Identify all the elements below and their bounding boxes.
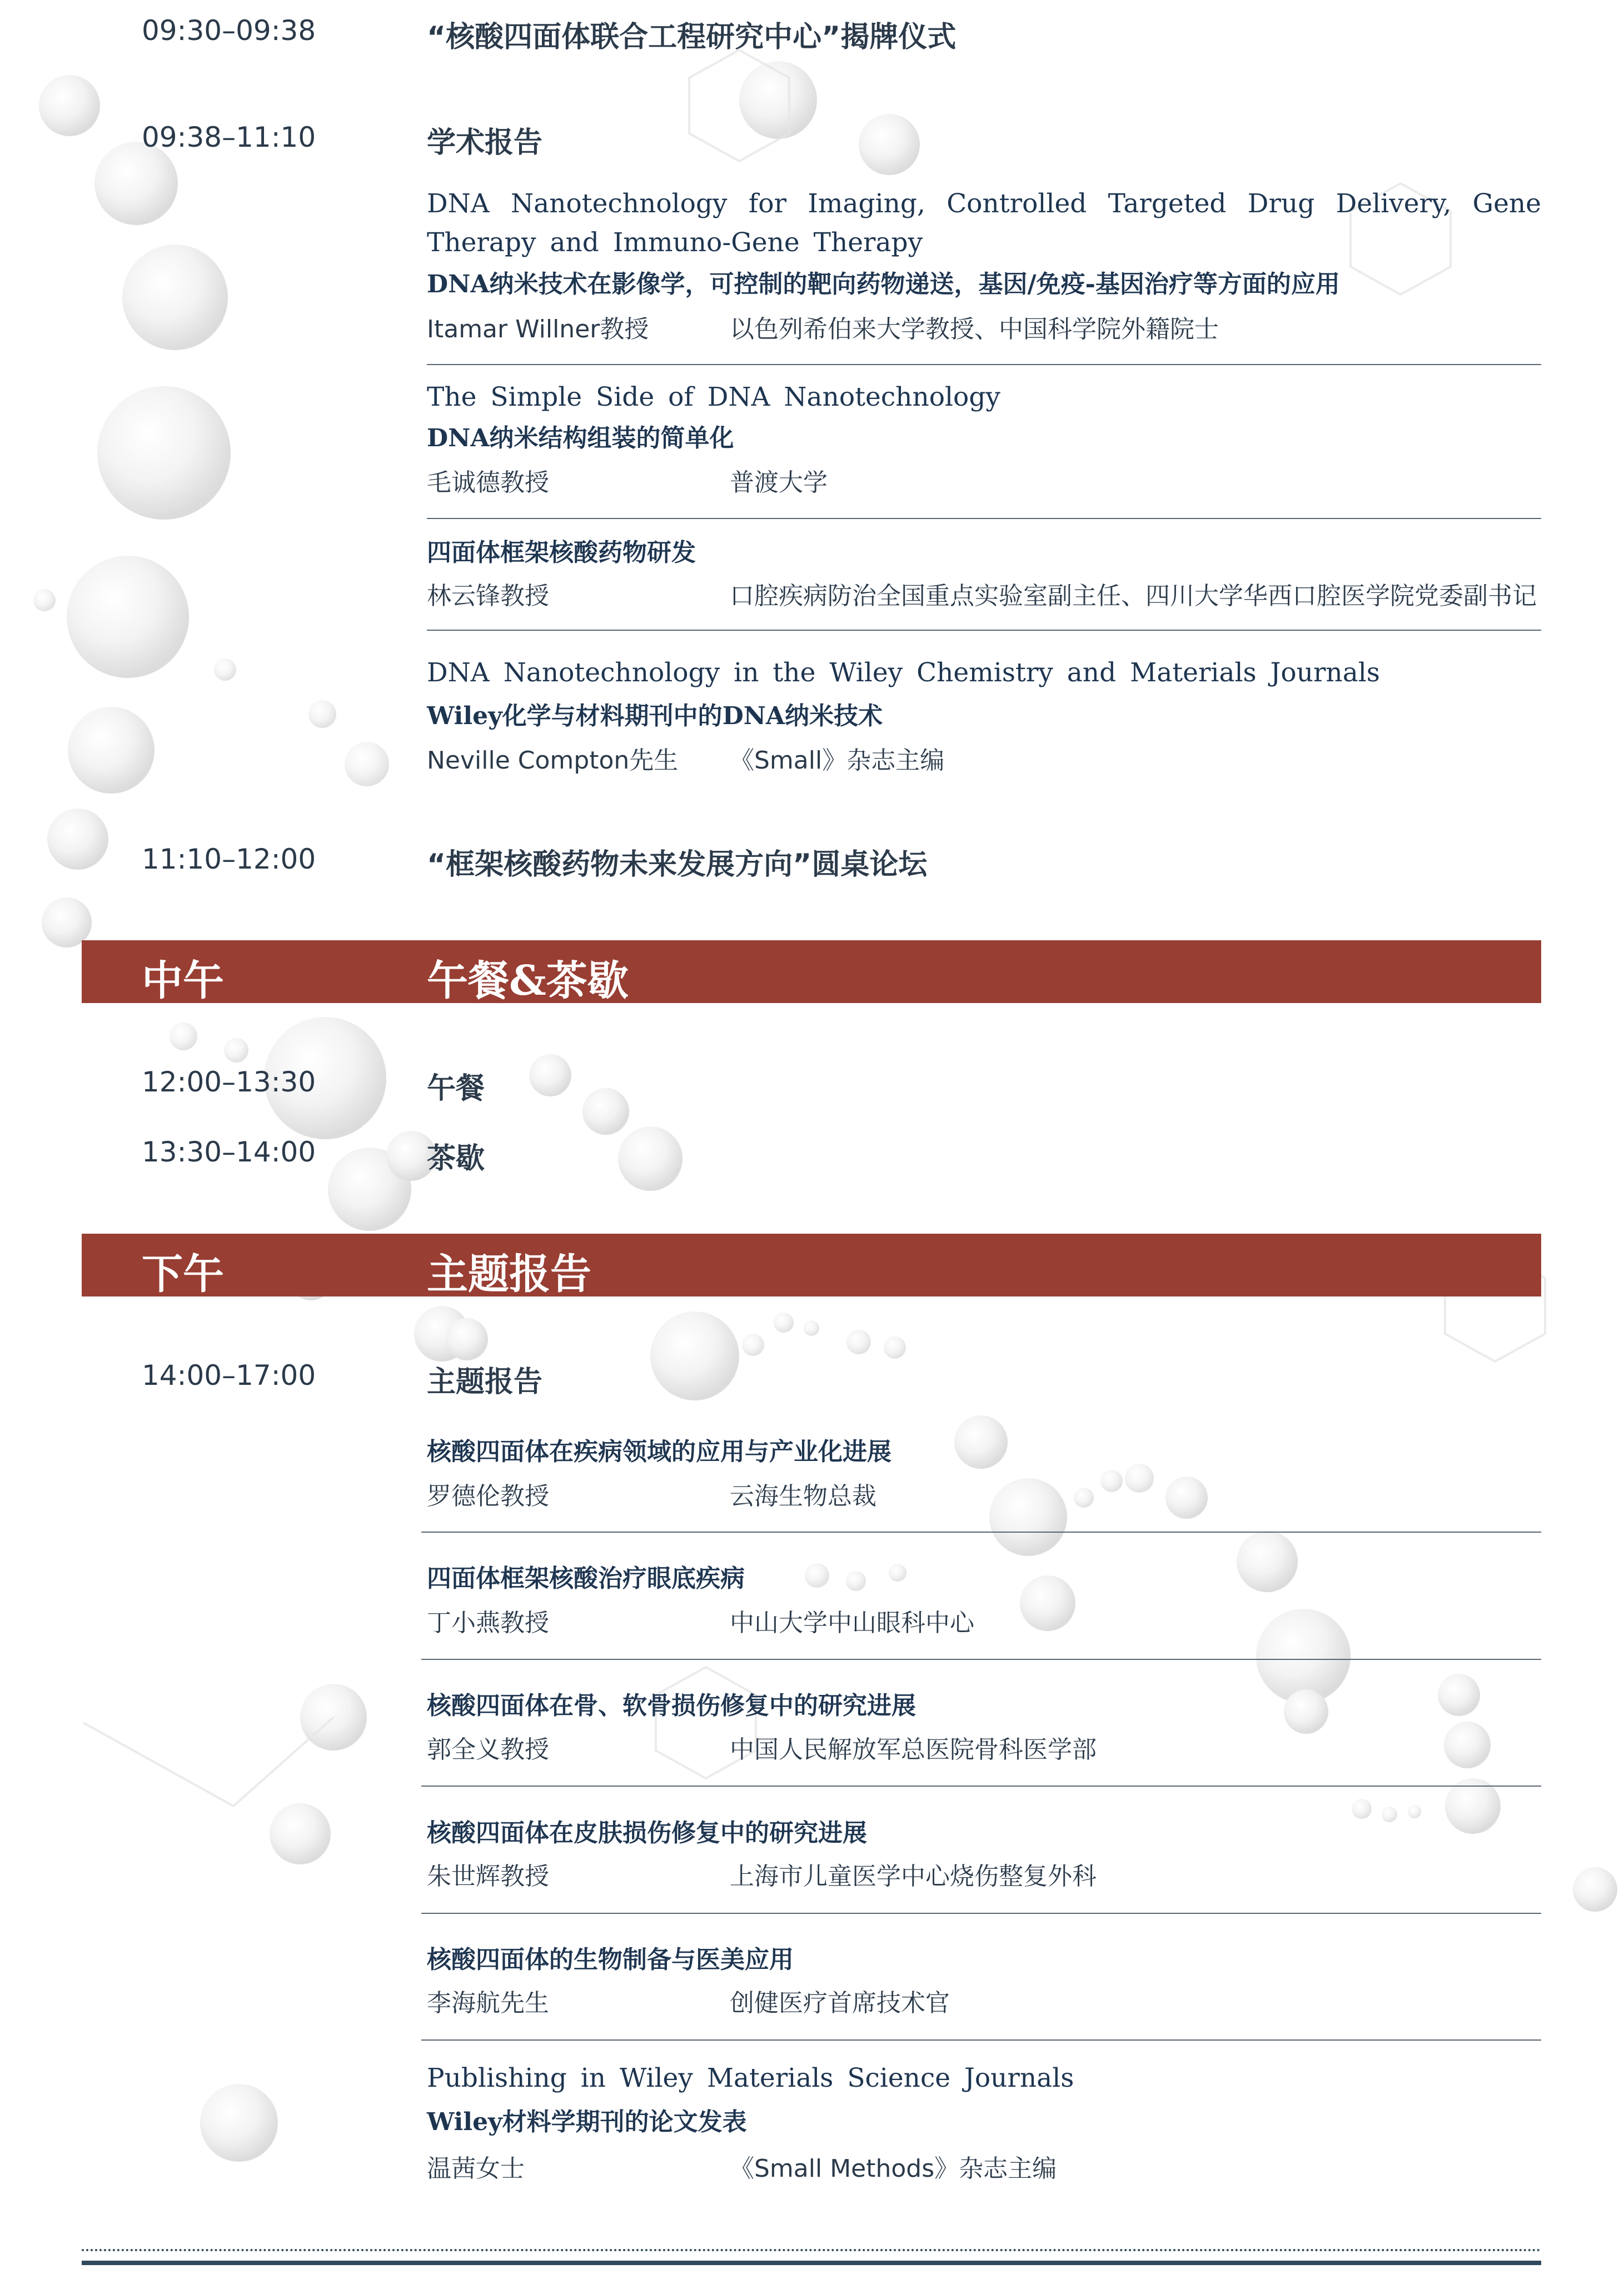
talk-title-en: DNA Nanotechnology in the Wiley Chemistry and Materials Journals <box>427 657 1380 688</box>
talk-title-cn: Wiley材料学期刊的论文发表 <box>427 2108 747 2136</box>
speaker-affiliation: 《Small》杂志主编 <box>730 746 945 775</box>
banner-label: 中午 <box>142 957 224 1005</box>
footer-solid-rule <box>82 2261 1541 2265</box>
speaker-affiliation: 口腔疾病防治全国重点实验室副主任、四川大学华西口腔医学院党委副书记 <box>730 582 1537 610</box>
divider <box>421 2039 1541 2041</box>
footer-dotted-rule <box>82 2249 1541 2251</box>
banner-label: 下午 <box>142 1250 224 1298</box>
divider <box>421 1532 1541 1533</box>
session-time: 09:38–11:10 <box>142 121 316 153</box>
divider <box>421 1786 1541 1787</box>
session-time: 09:30–09:38 <box>142 14 316 47</box>
speaker-affiliation: 创健医疗首席技术官 <box>730 1989 950 2017</box>
session-time: 13:30–14:00 <box>142 1136 316 1168</box>
divider <box>421 1913 1541 1914</box>
section-banner-noon <box>82 940 1541 1003</box>
speaker-name: 丁小燕教授 <box>427 1609 549 1637</box>
speaker-name: 李海航先生 <box>427 1989 549 2017</box>
session-title: “框架核酸药物未来发展方向”圆桌论坛 <box>427 848 928 881</box>
speaker-affiliation: 普渡大学 <box>730 468 828 497</box>
speaker-affiliation: 《Small Methods》杂志主编 <box>730 2155 1057 2183</box>
speaker-name: 温茜女士 <box>427 2155 525 2183</box>
speaker-affiliation: 上海市儿童医学中心烧伤整复外科 <box>730 1862 1097 1891</box>
session-title: 茶歇 <box>427 1142 485 1175</box>
talk-title-en: Publishing in Wiley Materials Science Journals <box>427 2063 1074 2093</box>
session-title: 主题报告 <box>427 1365 543 1399</box>
speaker-name: Neville Compton先生 <box>427 746 679 775</box>
talk-title-cn: 核酸四面体在皮肤损伤修复中的研究进展 <box>427 1819 867 1847</box>
speaker-affiliation: 云海生物总裁 <box>730 1482 876 1510</box>
speaker-affiliation: 以色列希伯来大学教授、中国科学院外籍院士 <box>730 315 1219 343</box>
speaker-name: 朱世辉教授 <box>427 1862 549 1891</box>
session-time: 12:00–13:30 <box>142 1066 316 1098</box>
session-title: 学术报告 <box>427 126 543 159</box>
speaker-name: 罗德伦教授 <box>427 1482 549 1510</box>
speaker-affiliation: 中山大学中山眼科中心 <box>730 1609 974 1637</box>
divider <box>421 1659 1541 1660</box>
talk-title-cn: 核酸四面体在骨、软骨损伤修复中的研究进展 <box>427 1692 916 1720</box>
speaker-affiliation: 中国人民解放军总医院骨科医学部 <box>730 1736 1097 1764</box>
talk-title-cn: 核酸四面体的生物制备与医美应用 <box>427 1946 794 1974</box>
talk-title-en: The Simple Side of DNA Nanotechnology <box>427 382 1000 412</box>
talk-title-cn: 核酸四面体在疾病领域的应用与产业化进展 <box>427 1438 891 1466</box>
banner-title: 主题报告 <box>427 1250 591 1298</box>
divider <box>427 364 1541 365</box>
talk-title-cn: 四面体框架核酸治疗眼底疾病 <box>427 1564 745 1593</box>
divider <box>427 518 1541 519</box>
speaker-name: Itamar Willner教授 <box>427 315 649 343</box>
speaker-name: 毛诚德教授 <box>427 468 549 497</box>
speaker-name: 林云锋教授 <box>427 582 549 610</box>
talk-title-cn: 四面体框架核酸药物研发 <box>427 538 696 567</box>
section-banner-afternoon <box>82 1234 1541 1296</box>
session-time: 11:10–12:00 <box>142 843 316 875</box>
talk-title-cn: Wiley化学与材料期刊中的DNA纳米技术 <box>427 702 883 730</box>
session-title: 午餐 <box>427 1072 485 1105</box>
talk-title-cn: DNA纳米技术在影像学，可控制的靶向药物递送，基因/免疫-基因治疗等方面的应用 <box>427 270 1340 298</box>
talk-title-cn: DNA纳米结构组装的简单化 <box>427 424 734 452</box>
session-title: “核酸四面体联合工程研究中心”揭牌仪式 <box>427 21 957 54</box>
divider <box>427 630 1541 631</box>
speaker-name: 郭全义教授 <box>427 1736 549 1764</box>
talk-title-en: DNA Nanotechnology for Imaging, Controlled Targeted Drug Delivery, Gene Therapy and Immuno-Gene Therapy <box>427 188 1541 258</box>
session-time: 14:00–17:00 <box>142 1359 316 1392</box>
banner-title: 午餐&茶歇 <box>427 957 629 1005</box>
